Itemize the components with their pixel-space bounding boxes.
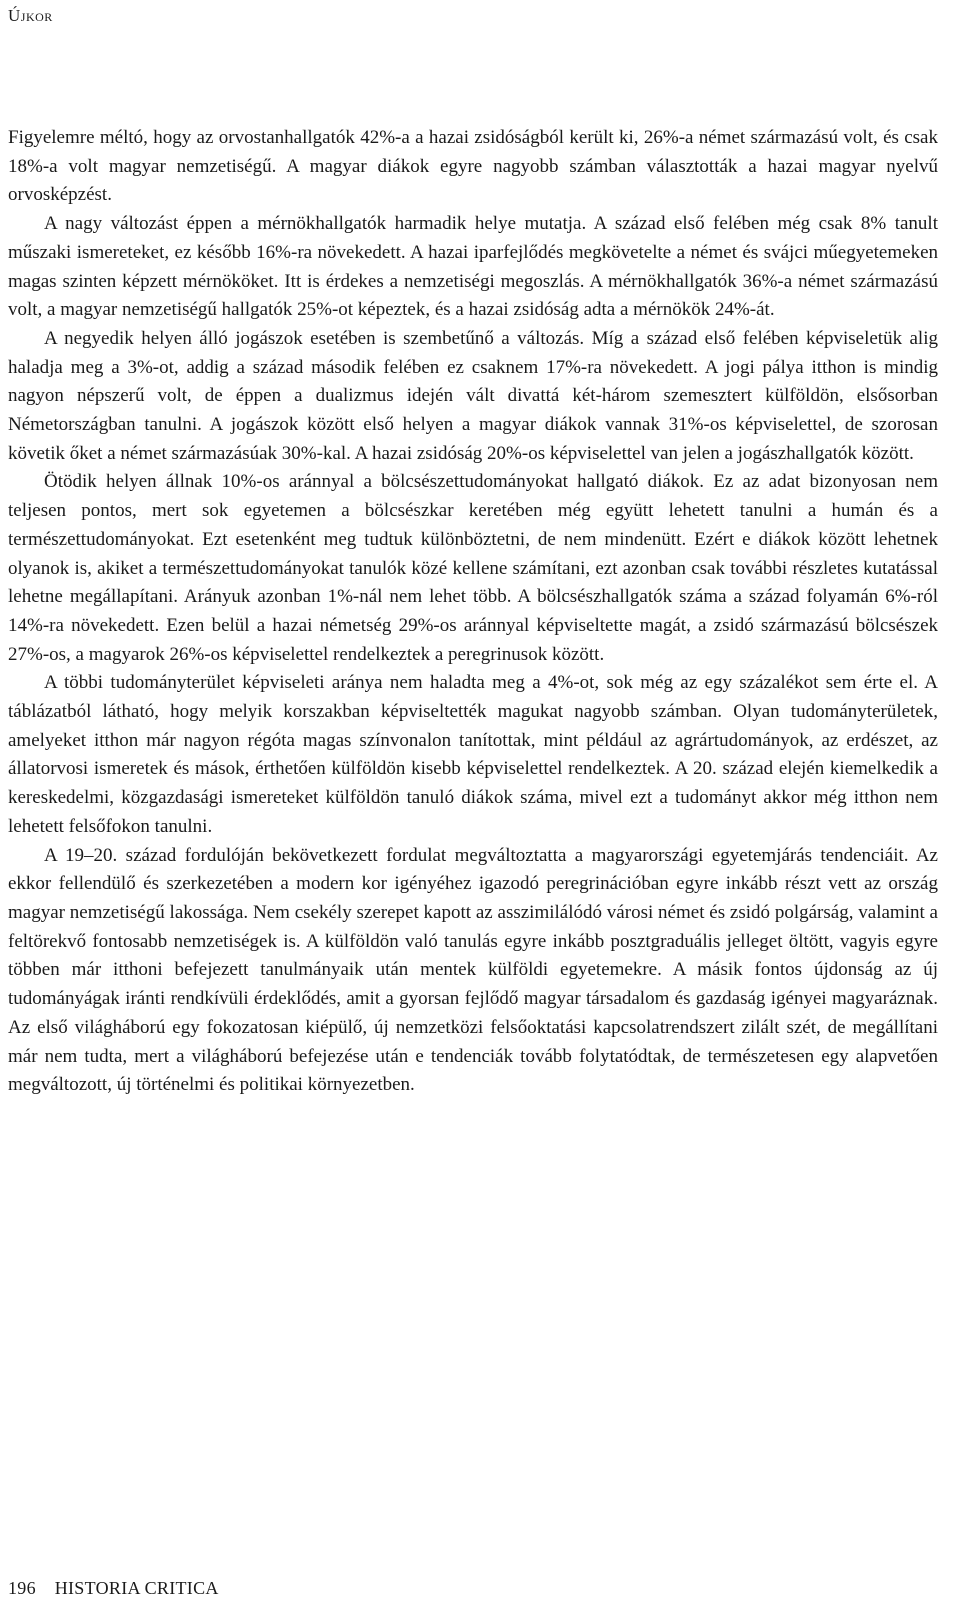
paragraph: A negyedik helyen álló jogászok esetében is szembetűnő a változás. Míg a század első felében képviseletük alig haladja meg a 3%-ot, addig a század második felében ez csaknem 17%-ra növekedett. A jogi pálya itthon is mindig nagyon népszerű volt, de éppen a dualizmus idején vált divattá két-három szemesztert külföldön, elsősorban Németországban tanulni. A jogászok között első helyen a magyar diákok vannak 31%-os képviselettel, de szorosan követik őket a német származásúak 30%-kal. A hazai zsidóság 20%-os képviselettel van jelen a jogászhallgatók között.	[8, 327, 938, 464]
body-text	[8, 124, 938, 1100]
page-footer	[8, 1578, 219, 1599]
journal-title: HISTORIA CRITICA	[54, 1578, 219, 1598]
paragraph: Figyelemre méltó, hogy az orvostanhallgatók 42%-a a hazai zsidóságból került ki, 26%-a német származású volt, és csak 18%-a volt magyar nemzetiségű. A magyar diákok egyre nagyobb számban választották a hazai magyar nyelvű orvosképzést.	[8, 127, 938, 206]
page-number: 196	[8, 1578, 36, 1598]
paragraph: A nagy változást éppen a mérnökhallgatók harmadik helye mutatja. A század első felében még csak 8% tanult műszaki ismereteket, ez később 16%-ra növekedett. A hazai iparfejlődés megkövetelte a német és svájci műegyetemeken magas szinten képzett mérnököket. Itt is érdekes a nemzetiségi megoszlás. A mérnökhallgatók 36%-a német származású volt, a magyar nemzetiségű hallgatók 25%-ot képeztek, és a hazai zsidóság adta a mérnökök 24%-át.	[8, 213, 938, 321]
paragraph: A többi tudományterület képviseleti aránya nem haladta meg a 4%-ot, sok még az egy százalékot sem érte el. A táblázatból látható, hogy melyik korszakban képviseltették magukat nagyobb számban. Olyan tudományterületek, amelyeket itthon már nagyon régóta magas színvonalon tanítottak, mint például az agrártudományok, az erdészet, az állatorvosi ismeretek és mások, érthetően külföldön kisebb képviselettel rendelkeztek. A 20. század elején kiemelkedik a kereskedelmi, közgazdasági ismereteket külföldön tanuló diákok száma, mivel ezt a tudományt akkor még itthon nem lehetett felsőfokon tanulni.	[8, 672, 938, 837]
running-head: Újkor	[8, 6, 53, 25]
paragraph: Ötödik helyen állnak 10%-os aránnyal a bölcsészettudományokat hallgató diákok. Ez az adat bizonyosan nem teljesen pontos, mert sok egyetemen a bölcsészkar keretében még együtt lehetett tanulni a humán és a természettudományokat. Ezt esetenként meg tudtuk különböztetni, de nem mindenütt. Ezért e diákok között lehetnek olyanok is, akiket a természettudományokat tanulók közé kellene számítani, ezt azonban csak további részletes kutatással lehetne megállapítani. Arányuk azonban 1%-nál nem lehet több. A bölcsészhallgatók száma a század folyamán 6%-ról 14%-ra növekedett. Ezen belül a hazai németség 29%-os aránnyal képviseltette magát, a zsidó származású bölcsészek 27%-os, a magyarok 26%-os képviselettel rendelkeztek a peregrinusok között.	[8, 471, 938, 665]
paragraph: A 19–20. század fordulóján bekövetkezett fordulat megváltoztatta a magyarországi egyetemjárás tendenciáit. Az ekkor fellendülő és szerkezetében a modern kor igényéhez igazodó peregrinációban egyre inkább részt vett az ország magyar nemzetiségű lakossága. Nem csekély szerepet kapott az asszimilálódó városi német és zsidó polgárság, valamint a feltörekvő fontosabb nemzetiségek is. A külföldön való tanulás egyre inkább posztgraduális jelleget öltött, vagyis egyre többen már itthoni befejezett tanulmányaik után mentek külföldi egyetemekre. A másik fontos újdonság az új tudományágak iránti rendkívüli érdeklődés, amit a gyorsan fejlődő magyar társadalom és gazdaság igényei magyaráznak. Az első világháború egy fokozatosan kiépülő, új nemzetközi felsőoktatási kapcsolatrendszert zilált szét, de megállítani már nem tudta, mert a világháború befejezése után e tendenciák tovább folytatódtak, de természetesen egy alapvetően megváltozott, új történelmi és politikai környezetben.	[8, 844, 938, 1096]
